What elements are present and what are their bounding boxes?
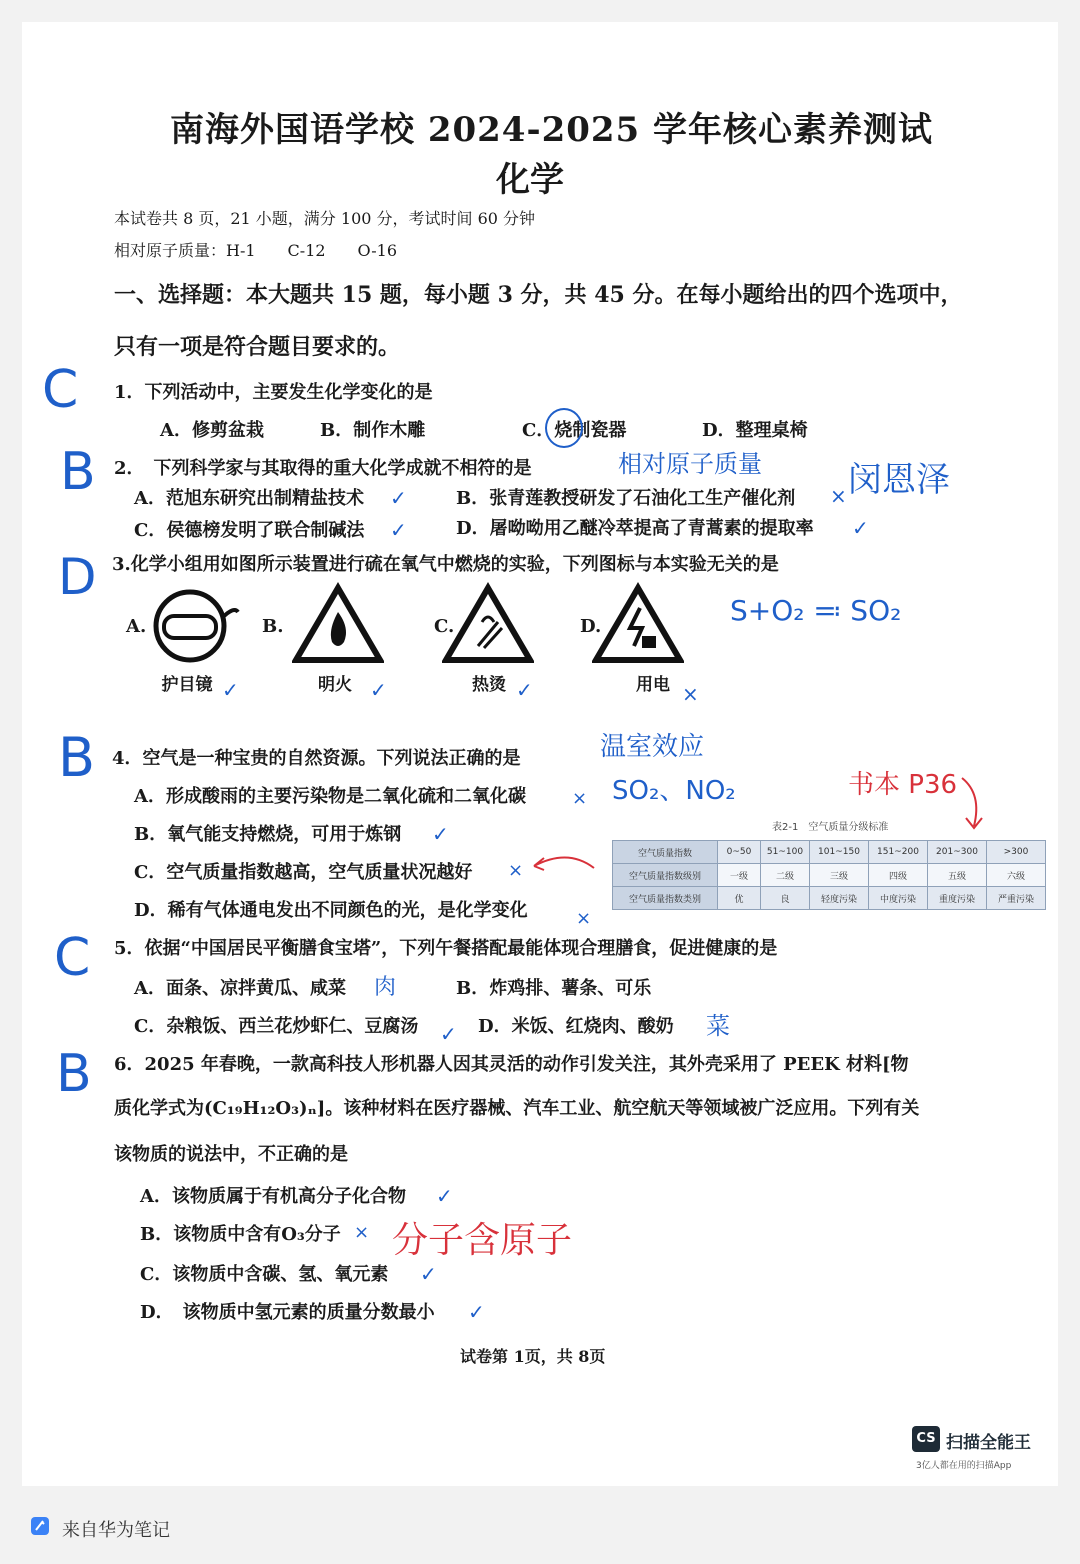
table-cell: 轻度污染	[810, 887, 869, 910]
q5-option-a: A．面条、凉拌黄瓜、咸菜	[134, 978, 346, 999]
note-q5a: 肉	[374, 975, 397, 1000]
answer-q3: D	[58, 548, 97, 606]
hot-surface-icon	[442, 582, 534, 666]
cross-mark: ×	[572, 788, 588, 809]
q3-label-hot: 热烫	[472, 675, 506, 695]
check-mark: ✓	[370, 678, 387, 702]
section-heading: 一、选择题：本大题共 15 题，每小题 3 分，共 45 分。在每小题给出的四个选项中，	[114, 282, 963, 308]
q1-stem: 1．下列活动中，主要发生化学变化的是	[114, 382, 433, 403]
table-cell: 101~150	[810, 841, 869, 864]
cross-mark: ×	[830, 484, 847, 508]
q2-option-c: C．侯德榜发明了联合制碱法	[134, 520, 365, 541]
q6-stem-cont: 质化学式为(C₁₉H₁₂O₃)ₙ]。该种材料在医疗器械、汽车工业、航空航天等领域被广泛应用。下列有关	[114, 1098, 920, 1119]
q1-option-c: C．烧制瓷器	[522, 420, 627, 441]
arrow-icon	[952, 774, 992, 834]
note-book-ref: 书本 P36	[848, 770, 958, 800]
table-cell: 0~50	[718, 841, 761, 864]
cross-mark: ×	[354, 1222, 370, 1243]
cross-mark: ×	[682, 682, 699, 706]
q2-stem: 2． 下列科学家与其取得的重大化学成就不相符的是	[114, 458, 532, 479]
table-cell: 一级	[718, 864, 761, 887]
q2-option-d: D．屠呦呦用乙醚冷萃提高了青蒿素的提取率	[456, 518, 814, 539]
watermark-tagline: 3亿人都在用的扫描App	[916, 1461, 1012, 1471]
q5-stem: 5．依据“中国居民平衡膳食宝塔”，下列午餐搭配最能体现合理膳食，促进健康的是	[114, 938, 778, 959]
check-mark: ✓	[390, 486, 407, 510]
electricity-icon	[592, 582, 684, 666]
goggles-icon	[152, 586, 242, 666]
q3-label-electric: 用电	[636, 675, 670, 695]
table-cell: 空气质量指数级别	[613, 864, 718, 887]
q4-option-d: D．稀有气体通电发出不同颜色的光，是化学变化	[134, 900, 528, 921]
q4-option-c: C．空气质量指数越高，空气质量状况越好	[134, 862, 473, 883]
page-footer: 试卷第 1页，共 8页	[460, 1347, 606, 1366]
answer-q4: B	[58, 726, 96, 789]
air-quality-table	[612, 840, 1046, 910]
q6-option-c: C．该物质中含碳、氢、氧元素	[140, 1264, 389, 1285]
table-cell: 空气质量指数	[613, 841, 718, 864]
check-mark: ✓	[436, 1184, 453, 1208]
q3-option-b: B.	[262, 616, 284, 637]
q1-option-a: A．修剪盆栽	[160, 420, 264, 441]
q3-label-flame: 明火	[318, 675, 352, 695]
check-mark: ✓	[852, 516, 869, 540]
q4-stem: 4．空气是一种宝贵的自然资源。下列说法正确的是	[112, 748, 521, 769]
exam-page	[22, 22, 1058, 1486]
q3-stem: 3.化学小组用如图所示装置进行硫在氧气中燃烧的实验，下列图标与本实验无关的是	[112, 554, 779, 575]
notes-app-icon	[30, 1516, 50, 1536]
q5-option-c: C．杂粮饭、西兰花炒虾仁、豆腐汤	[134, 1016, 419, 1037]
table-cell: 四级	[869, 864, 928, 887]
source-footer	[0, 1486, 1080, 1564]
atomic-mass: 相对原子质量：H-1 C-12 O-16	[114, 241, 398, 260]
check-mark: ✓	[390, 518, 407, 542]
check-mark: ✓	[432, 822, 449, 846]
cross-mark: ×	[508, 860, 524, 881]
note-q5d: 菜	[706, 1012, 730, 1040]
table-cell: 优	[718, 887, 761, 910]
table-cell: 151~200	[869, 841, 928, 864]
check-mark: ✓	[222, 678, 239, 702]
table-cell: 重度污染	[928, 887, 987, 910]
check-mark: ✓	[468, 1300, 485, 1324]
q3-option-a: A.	[126, 616, 147, 637]
check-mark: ✓	[440, 1022, 457, 1046]
watermark-brand: 扫描全能王	[946, 1433, 1031, 1453]
answer-q5: C	[54, 928, 91, 988]
open-flame-icon	[292, 582, 384, 666]
exam-title: 南海外国语学校 2024-2025 学年核心素养测试	[170, 110, 934, 150]
table-cell: 201~300	[928, 841, 987, 864]
table-cell: 二级	[761, 864, 810, 887]
camscanner-logo: CS	[912, 1426, 940, 1452]
q6-option-b: B．该物质中含有O₃分子	[140, 1224, 341, 1245]
table-cell: 中度污染	[869, 887, 928, 910]
q6-stem-end: 该物质的说法中，不正确的是	[114, 1144, 348, 1165]
note-q4: 温室效应	[600, 732, 705, 762]
handwritten-equation: S+O₂ ≕ SO₂	[730, 594, 902, 627]
q5-option-b: B．炸鸡排、薯条、可乐	[456, 978, 652, 999]
table-cell: 严重污染	[987, 887, 1046, 910]
q1-option-d: D．整理桌椅	[702, 420, 808, 441]
arrow-icon	[528, 848, 598, 874]
q2-option-b: B．张青莲教授研发了石油化工生产催化剂	[456, 488, 796, 509]
q3-label-goggles: 护目镜	[161, 675, 213, 695]
table-cell: 六级	[987, 864, 1046, 887]
q6-option-d: D． 该物质中氢元素的质量分数最小	[140, 1302, 435, 1323]
source-label: 来自华为笔记	[62, 1520, 170, 1541]
q2-option-a: A．范旭东研究出制精盐技术	[134, 488, 364, 509]
table-cell: 五级	[928, 864, 987, 887]
section-heading-cont: 只有一项是符合题目要求的。	[114, 334, 401, 360]
circle-mark	[545, 408, 583, 448]
q5-option-d: D．米饭、红烧肉、酸奶	[478, 1016, 674, 1037]
note-q2: 相对原子质量	[618, 450, 762, 478]
q3-option-c: C.	[434, 616, 455, 637]
table-cell: >300	[987, 841, 1046, 864]
handwritten-name: 闵恩泽	[848, 460, 950, 500]
q6-option-a: A．该物质属于有机高分子化合物	[140, 1186, 406, 1207]
q1-option-b: B．制作木雕	[320, 420, 426, 441]
q4-option-a: A．形成酸雨的主要污染物是二氧化硫和二氧化碳	[134, 786, 526, 807]
note-gases: SO₂、NO₂	[612, 776, 736, 806]
exam-info: 本试卷共 8 页，21 小题，满分 100 分，考试时间 60 分钟	[114, 209, 536, 228]
note-q6: 分子含原子	[392, 1220, 573, 1261]
table-cell: 三级	[810, 864, 869, 887]
answer-q2: B	[60, 442, 96, 502]
q3-option-d: D.	[580, 616, 602, 637]
table-cell: 良	[761, 887, 810, 910]
q6-stem: 6．2025 年春晚，一款高科技人形机器人因其灵活的动作引发关注，其外壳采用了 PEEK 材料[物	[114, 1054, 909, 1075]
check-mark: ✓	[516, 678, 533, 702]
check-mark: ✓	[420, 1262, 437, 1286]
table-cell: 51~100	[761, 841, 810, 864]
q4-option-b: B．氧气能支持燃烧，可用于炼钢	[134, 824, 402, 845]
table-cell: 空气质量指数类别	[613, 887, 718, 910]
table-caption: 表2-1 空气质量分级标准	[772, 822, 889, 833]
exam-subject: 化学	[496, 160, 564, 200]
answer-q1: C	[42, 360, 79, 420]
cross-mark: ×	[576, 908, 592, 929]
answer-q6: B	[56, 1044, 92, 1104]
